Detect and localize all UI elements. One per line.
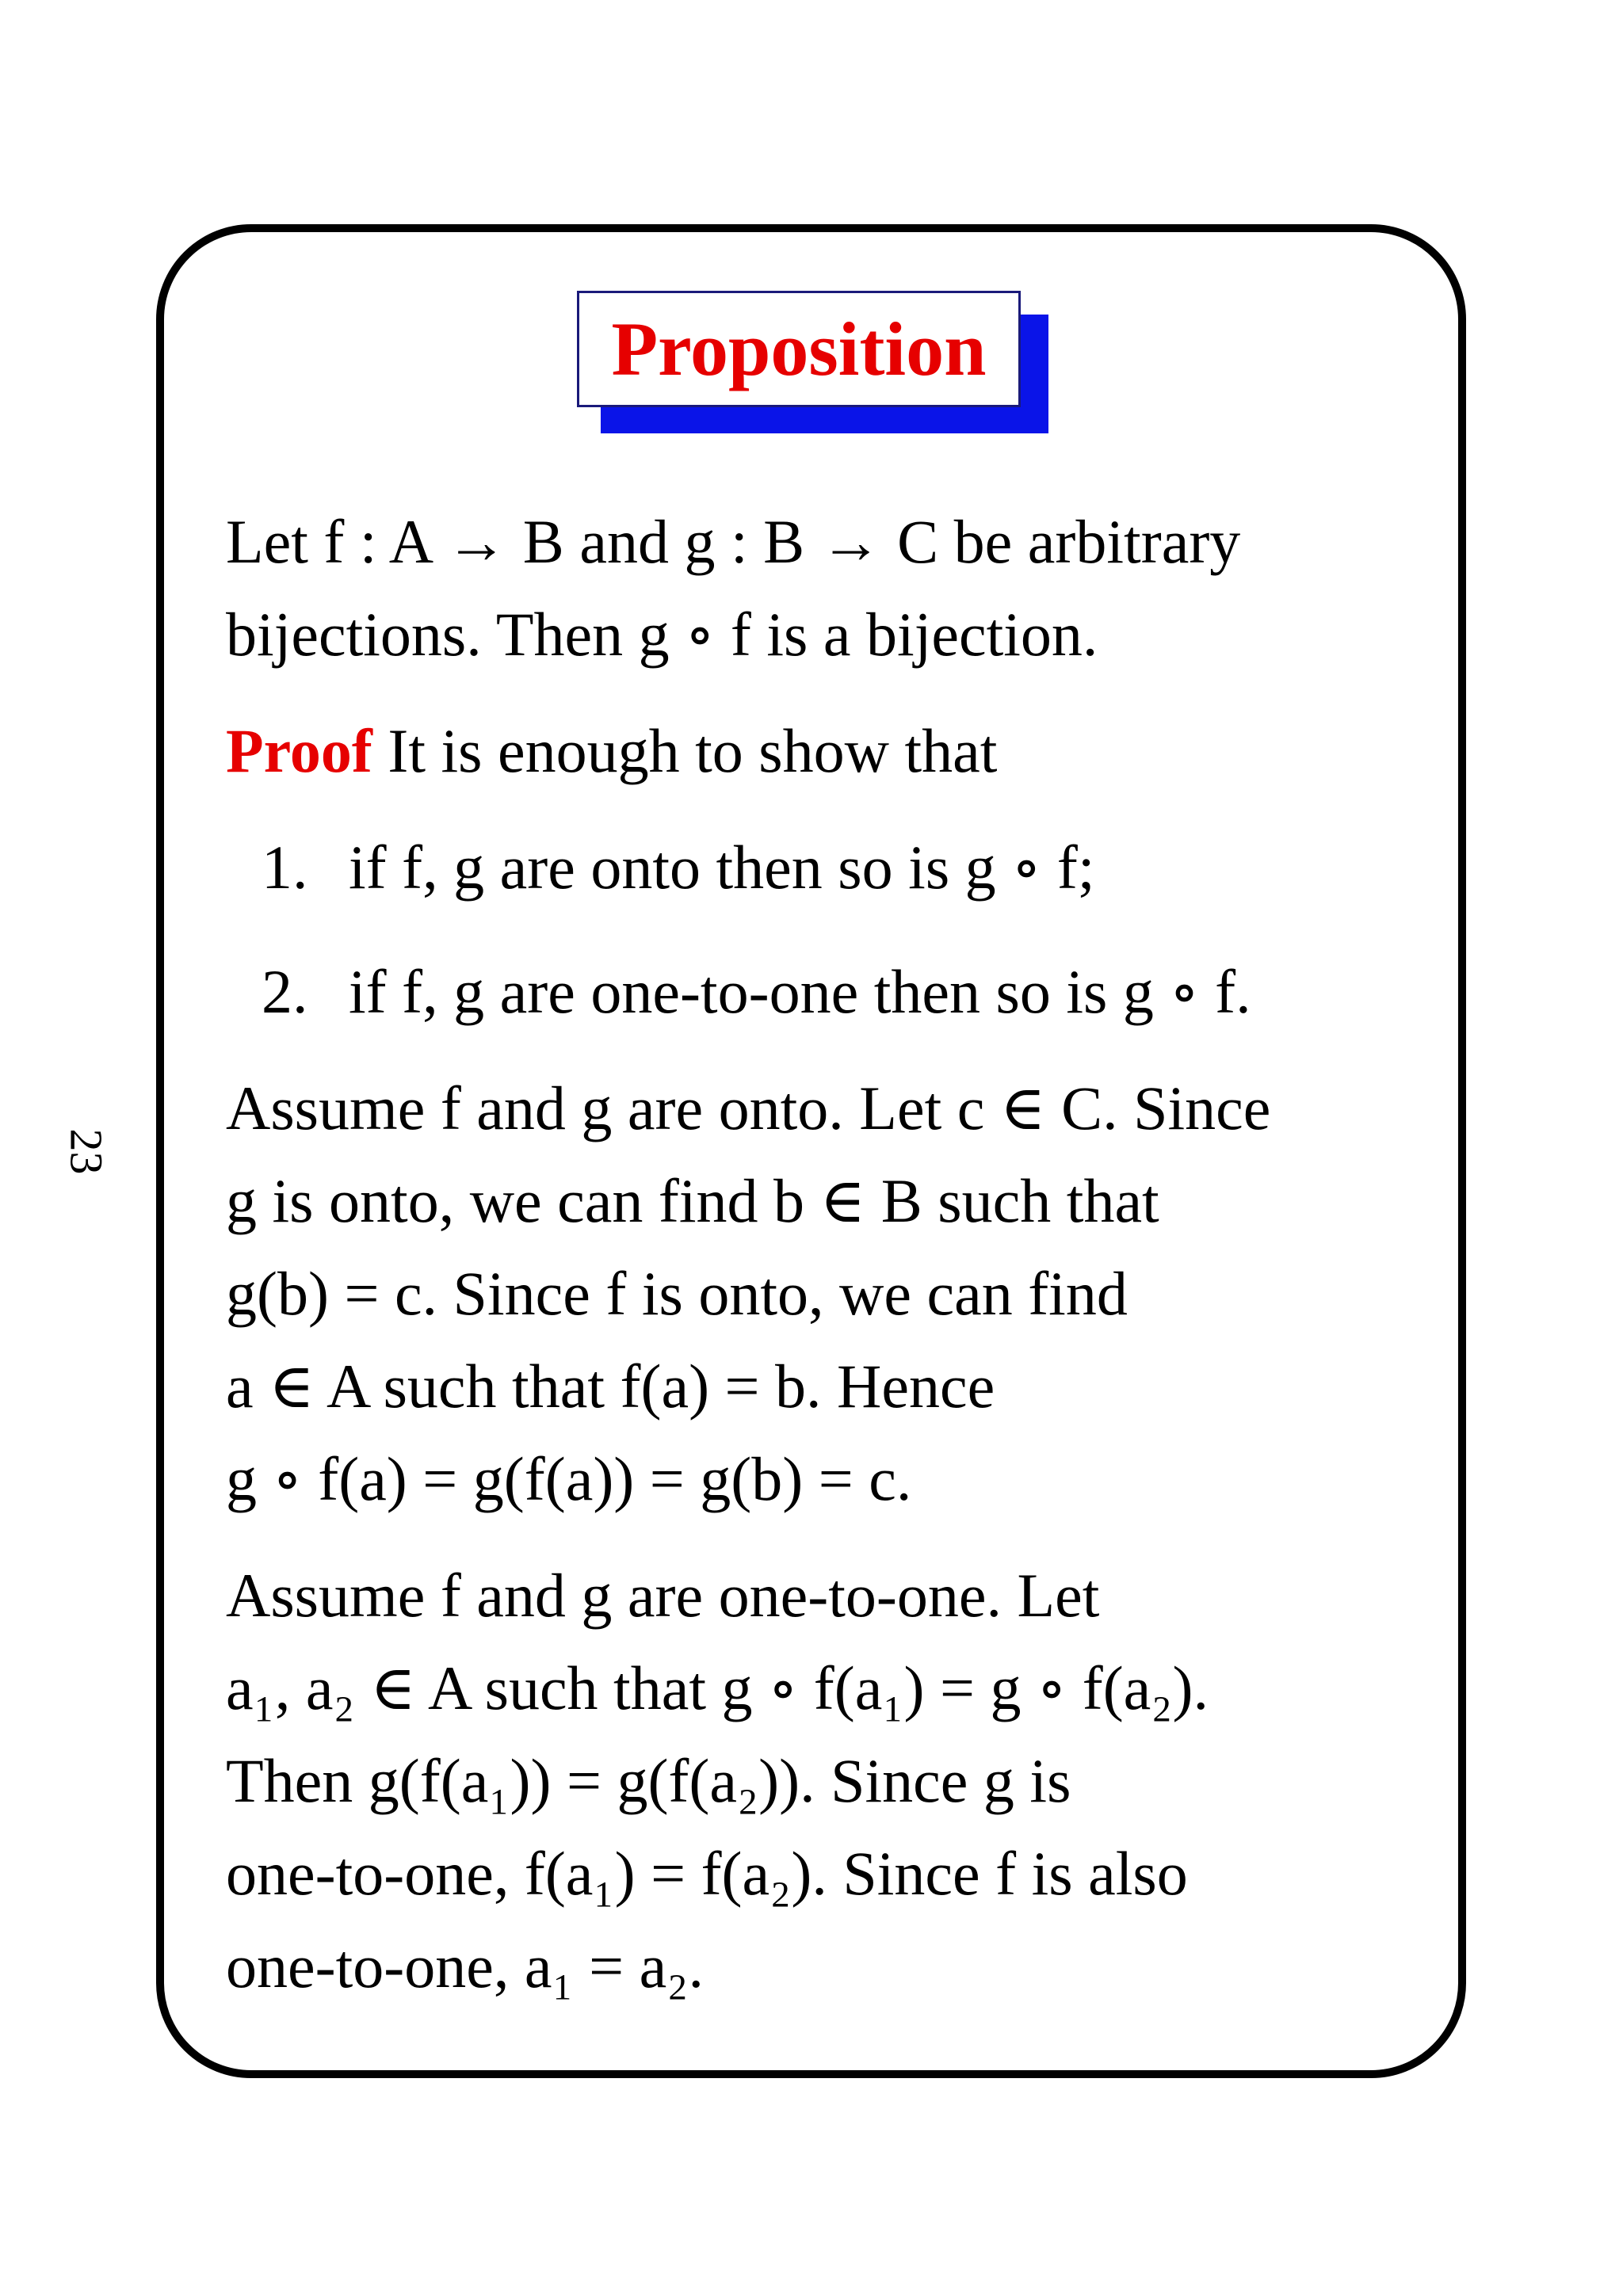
list-item-text: if f, g are one-to-one then so is g ∘ f. <box>349 957 1251 1026</box>
title-box <box>577 291 1021 407</box>
onto-line: g is onto, we can find b ∈ B such that <box>226 1166 1159 1235</box>
proof-label: Proof <box>226 716 372 785</box>
one-to-one-line: Then g(f(a₁)) = g(f(a₂)). Since g is <box>226 1746 1071 1815</box>
title-banner <box>577 291 1050 433</box>
one-to-one-line: a₁, a₂ ∈ A such that g ∘ f(a₁) = g ∘ f(a₂). <box>226 1653 1209 1722</box>
one-to-one-line: Assume f and g are one-to-one. Let <box>226 1561 1100 1630</box>
one-to-one-line: one-to-one, f(a₁) = f(a₂). Since f is also <box>226 1839 1188 1908</box>
list-item <box>226 945 1423 1038</box>
slide-content <box>226 495 1423 2012</box>
onto-line: Assume f and g are onto. Let c ∈ C. Since <box>226 1074 1271 1142</box>
statement-line-2: bijections. Then g ∘ f is a bijection. <box>226 600 1098 669</box>
page-number: 23 <box>60 1128 113 1175</box>
list-item-number: 2. <box>262 957 308 1026</box>
onto-paragraph <box>226 1062 1423 1525</box>
onto-line: a ∈ A such that f(a) = b. Hence <box>226 1352 995 1421</box>
list-item <box>226 821 1423 913</box>
one-to-one-paragraph <box>226 1549 1423 2012</box>
statement-line-1: Let f : A → B and g : B → C be arbitrary <box>226 507 1241 576</box>
proof-steps-list <box>226 821 1423 1038</box>
proof-intro-line <box>226 704 1423 797</box>
onto-line: g ∘ f(a) = g(f(a)) = g(b) = c. <box>226 1444 912 1513</box>
slide-title: Proposition <box>611 306 987 391</box>
list-item-text: if f, g are onto then so is g ∘ f; <box>349 833 1095 902</box>
proof-intro: It is enough to show that <box>388 716 998 785</box>
one-to-one-line: one-to-one, a₁ = a₂. <box>226 1932 704 2000</box>
list-item-number: 1. <box>262 833 308 902</box>
onto-line: g(b) = c. Since f is onto, we can find <box>226 1259 1128 1328</box>
